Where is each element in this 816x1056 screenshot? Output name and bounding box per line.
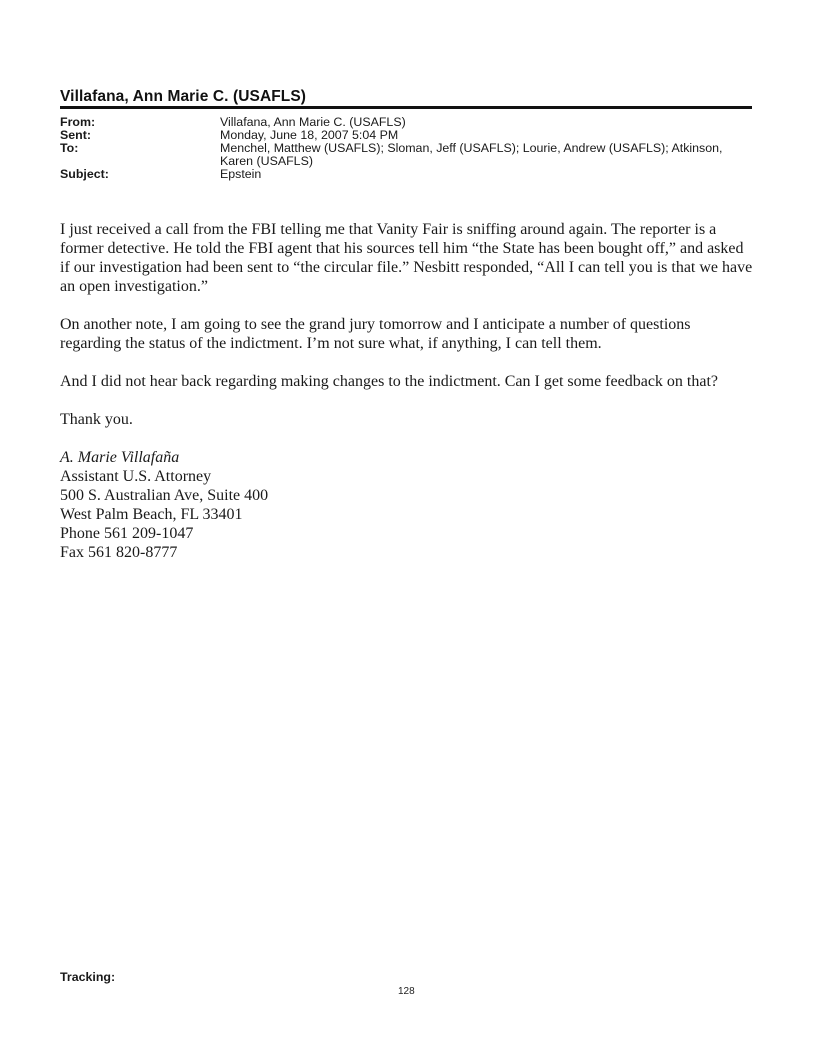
to-value	[220, 142, 752, 168]
mailbox-owner-title: Villafana, Ann Marie C. (USAFLS)	[60, 88, 307, 105]
body-paragraph-2: On another note, I am going to see the grand jury tomorrow and I anticipate a number of questions regarding the status of the indictment. I’m not sure what, if anything, I can tell them.	[60, 316, 691, 352]
signature-address-1: 500 S. Australian Ave, Suite 400	[60, 487, 269, 504]
to-row	[60, 142, 752, 168]
email-header-block	[60, 116, 752, 181]
title-divider	[60, 106, 752, 109]
sent-label: Sent:	[60, 128, 91, 142]
signature-phone: Phone 561 209-1047	[60, 525, 194, 542]
body-paragraph-3: And I did not hear back regarding making changes to the indictment. Can I get some feedback on that?	[60, 373, 719, 390]
signature-fax: Fax 561 820-8777	[60, 544, 178, 561]
from-label: From:	[60, 115, 96, 129]
to-label: To:	[60, 141, 79, 155]
from-row	[60, 116, 752, 129]
signature-title: Assistant U.S. Attorney	[60, 468, 212, 485]
body-paragraph-1: I just received a call from the FBI telling me that Vanity Fair is sniffing around again. The reporter is a former detective. He told the FBI agent that his sources tell him “the State has been bought off,” and asked if our investigation had been sent to “the circular file.” Nesbitt responded, “All I can tell you is that we have an open investigation.”	[60, 221, 753, 295]
signature-block	[60, 448, 755, 562]
tracking-label: Tracking:	[60, 970, 116, 984]
subject-label: Subject:	[60, 167, 109, 181]
to-value-line-2: Karen (USAFLS)	[220, 154, 313, 168]
email-body	[60, 220, 755, 562]
from-value: Villafana, Ann Marie C. (USAFLS)	[220, 115, 406, 129]
sent-value: Monday, June 18, 2007 5:04 PM	[220, 128, 399, 142]
to-value-line-1: Menchel, Matthew (USAFLS); Sloman, Jeff (USAFLS); Lourie, Andrew (USAFLS); Atkinson,	[220, 141, 723, 155]
signature-address-2: West Palm Beach, FL 33401	[60, 506, 243, 523]
subject-row	[60, 168, 752, 181]
signature-name: A. Marie Villafaña	[60, 449, 180, 466]
page-number: 128	[398, 986, 415, 997]
subject-value: Epstein	[220, 167, 262, 181]
body-paragraph-4: Thank you.	[60, 411, 133, 428]
